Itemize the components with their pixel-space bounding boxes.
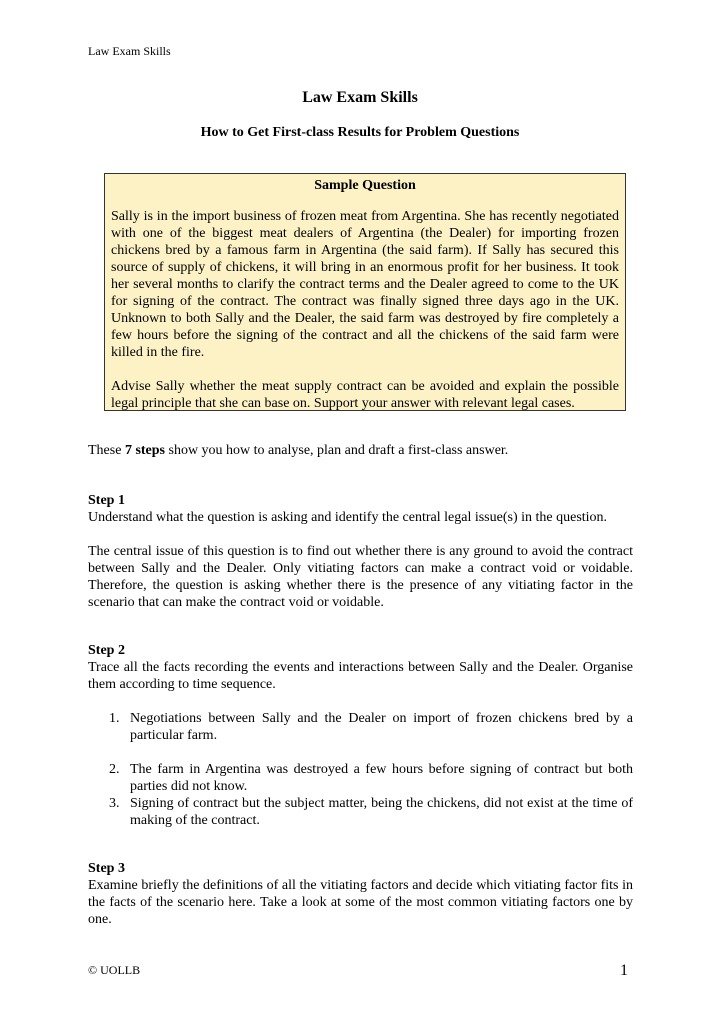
list-item-number: 2.	[109, 762, 120, 777]
step-3-title: Step 3	[88, 861, 125, 876]
step-1-paragraph: The central issue of this question is to find out whether there is any ground to avoid the contract between Sally and the Dealer. Only vitiating factors can make a contract void or voidable. Therefore, the question is asking whether there is the presence of any vitiating factor in the scenario that can make the contract void or voidable.	[88, 544, 633, 610]
running-header: Law Exam Skills	[88, 44, 171, 58]
sample-question-box	[104, 173, 626, 411]
intro-after: show you how to analyse, plan and draft a first-class answer.	[165, 443, 509, 458]
intro-bold: 7 steps	[124, 443, 165, 458]
page-subtitle: How to Get First-class Results for Problem Questions	[200, 125, 520, 140]
list-item-text: Signing of contract but the subject matter, being the chickens, did not exist at the time of making of the contract.	[130, 796, 633, 828]
step-3-section	[88, 860, 633, 928]
page-number: 1	[620, 962, 628, 979]
sample-question-paragraph-2: Advise Sally whether the meat supply contract can be avoided and explain the possible legal principle that she can base on. Support your answer with relevant legal cases.	[111, 379, 619, 411]
step-1-title: Step 1	[88, 493, 125, 508]
intro-line	[88, 442, 633, 459]
list-item-number: 1.	[109, 711, 120, 726]
step-1-section	[88, 492, 633, 611]
intro-before: These	[88, 443, 125, 458]
list-item	[88, 710, 633, 744]
footer-copyright: © UOLLB	[88, 963, 141, 977]
step-3-instruction: Examine briefly the definitions of all the vitiating factors and decide which vitiating factor fits in the facts of the scenario here. Take a look at some of the most common vitiating factors one by one.	[88, 878, 633, 927]
step-2-section	[88, 642, 633, 829]
step-2-list	[88, 710, 633, 829]
list-item-text: The farm in Argentina was destroyed a few hours before signing of contract but both parties did not know.	[130, 762, 633, 794]
page-title: Law Exam Skills	[302, 89, 418, 106]
sample-question-heading: Sample Question	[314, 178, 416, 193]
list-item-text: Negotiations between Sally and the Dealer on import of frozen chickens bred by a particular farm.	[130, 711, 633, 743]
sample-question-paragraph-1: Sally is in the import business of frozen meat from Argentina. She has recently negotiated with one of the biggest meat dealers of Argentina (the Dealer) for importing frozen chickens bred by a famous farm in Argentina (the said farm). If Sally has secured this source of supply of chickens, it will bring in an enormous profit for her business. It took her several months to clarify the contract terms and the Dealer agreed to come to the UK for signing of the contract. The contract was finally signed three days ago in the UK. Unknown to both Sally and the Dealer, the said farm was destroyed by fire completely a few hours before the signing of the contract and all the chickens of the said farm were killed in the fire.	[111, 209, 619, 360]
step-1-instruction: Understand what the question is asking and identify the central legal issue(s) in the question.	[88, 510, 608, 525]
step-2-instruction: Trace all the facts recording the events and interactions between Sally and the Dealer. Organise them according to time sequence.	[88, 660, 633, 692]
list-item	[88, 761, 633, 795]
list-item	[88, 795, 633, 829]
step-2-title: Step 2	[88, 643, 125, 658]
list-item-number: 3.	[109, 796, 120, 811]
